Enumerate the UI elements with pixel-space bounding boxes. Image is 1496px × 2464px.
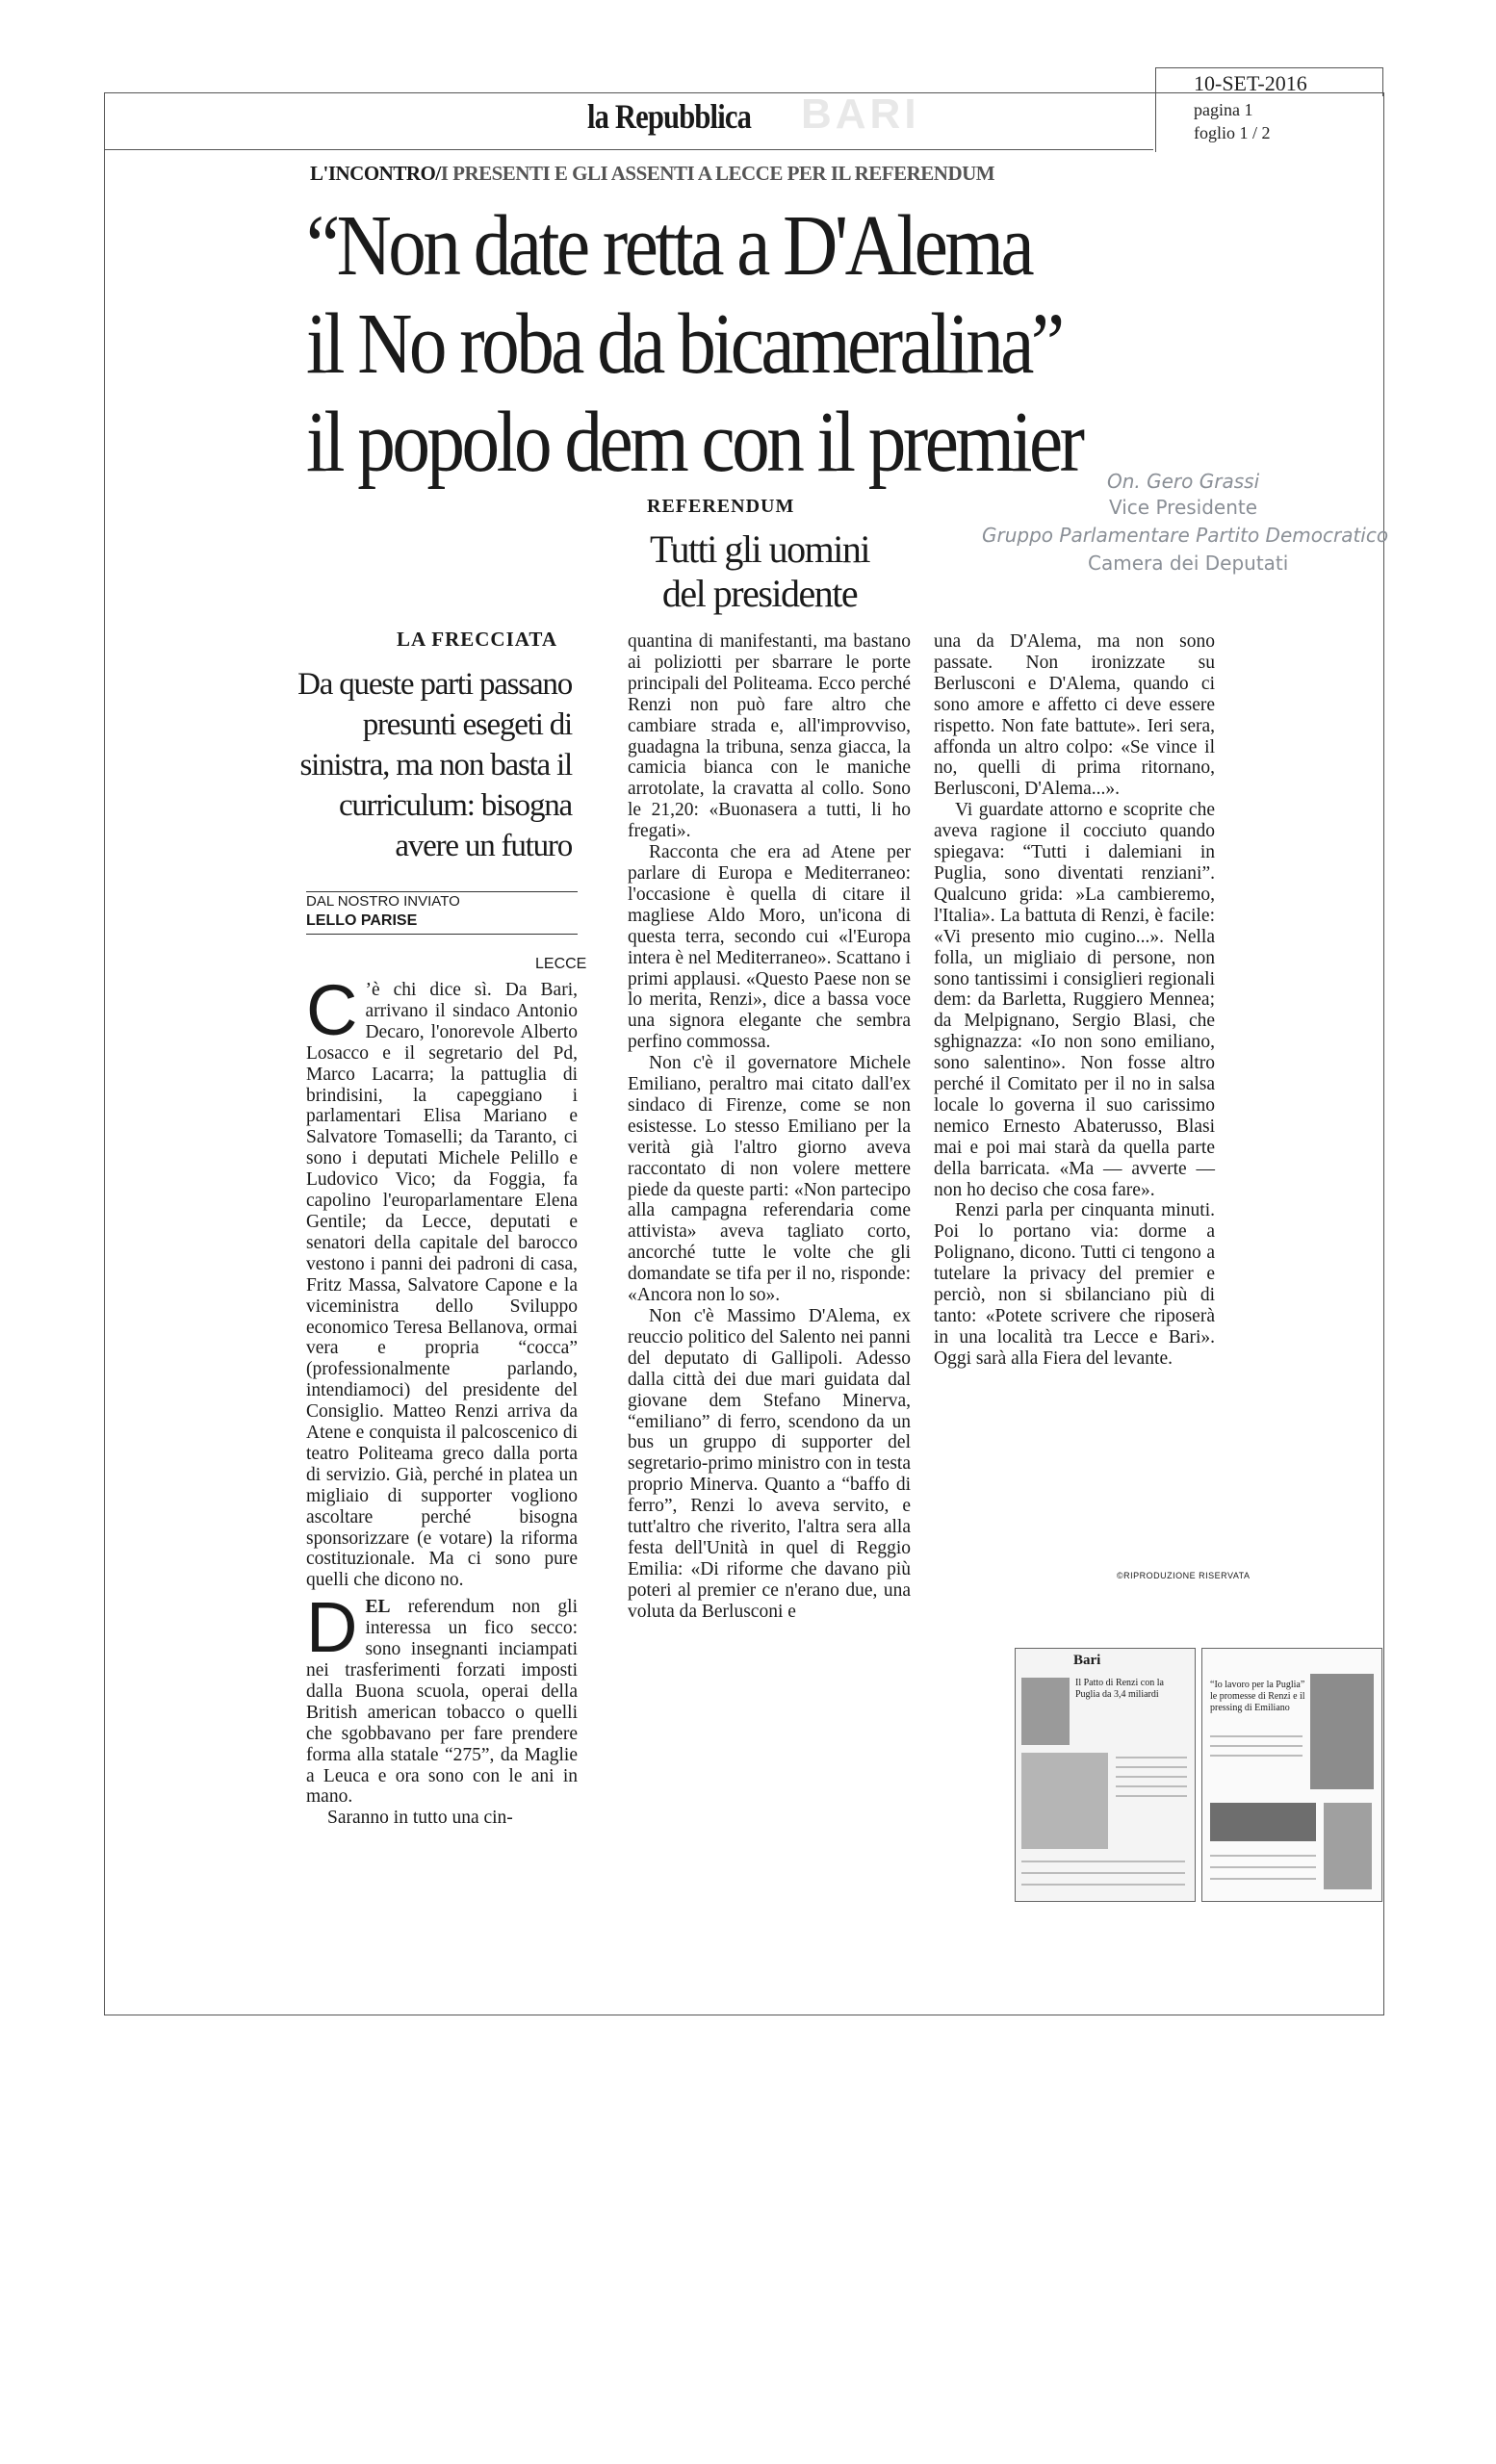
byline-role: DAL NOSTRO INVIATO [306, 893, 460, 910]
meta-box-top [1155, 67, 1382, 68]
clip-date: 10-SET-2016 [1194, 71, 1307, 95]
kicker-topic: L'INCONTRO/ [310, 162, 441, 185]
thumbnail-headline: Il Patto di Renzi con la Puglia da 3,4 miliardi [1075, 1678, 1164, 1700]
paragraph: Saranno in tutto una cin- [327, 1808, 513, 1829]
page-thumbnail-right [1201, 1648, 1382, 1902]
paragraph [306, 1587, 578, 1808]
stamp-group: Gruppo Parlamentare Partito Democratico [982, 524, 1389, 547]
frecciata-label: LA FRECCIATA [397, 628, 557, 651]
thumbnail-photo [1210, 1803, 1316, 1841]
paragraph: quantina di manifestanti, ma bastano ai poliziotti per sbarrare le porte principali del Politeama. Ecco perché Renzi non può fare altro che cambiare strada e, all'improvviso, guadagna la tribuna, senza giacca, la camicia bianca con le maniche arrotolate, la cravatta al collo. Sono le 21,20: «Buonasera a tutti, li ho fregati». [628, 631, 911, 842]
paragraph: una da D'Alema, ma non sono passate. Non ironizzate su Berlusconi e D'Alema, quando ci sono amore e affetto ci deve essere rispetto. Non fate battute». Ieri sera, affonda un altro colpo: «Se vince il no, quelli di prima ritornano, Berlusconi, D'Alema...». [934, 631, 1215, 800]
article-column-3 [934, 631, 1215, 1370]
headline-line: il No roba da bicameralina” [306, 296, 1062, 392]
stamp-name: On. Gero Grassi [1107, 470, 1260, 493]
headline-line: “Non date retta a D'Alema [306, 198, 1032, 294]
byline-rule-top [306, 891, 578, 892]
thumbnail-photo [1021, 1678, 1070, 1745]
thumbnail-masthead: Bari [1073, 1653, 1101, 1668]
article-column-1 [306, 970, 578, 1829]
lead-in: EL [365, 1597, 391, 1618]
kicker [310, 162, 994, 186]
meta-box-right [1382, 67, 1383, 96]
copyright-note: ©RIPRODUZIONE RISERVATA [1117, 1571, 1251, 1580]
thumbnail-headline: “Io lavoro per la Puglia” le promesse di Renzi e il pressing di Emiliano [1210, 1680, 1305, 1713]
headline-line: il popolo dem con il premier [306, 395, 1082, 490]
article-column-2 [628, 631, 911, 1623]
dateline: LECCE [535, 956, 587, 972]
byline-name: LELLO PARISE [306, 912, 418, 929]
byline-rule [306, 934, 578, 935]
kicker-subtitle: I PRESENTI E GLI ASSENTI A LECCE PER IL REFERENDUM [440, 162, 995, 185]
headline [306, 197, 1081, 492]
paragraph: Non c'è Massimo D'Alema, ex reuccio politico del Salento nei panni del deputato di Gallipoli. Adesso dalla città dei due mari guidata dal giovane dem Stefano Minerva, “emiliano” di ferro, scendono da un bus un gruppo di supporter del segretario-primo ministro con in testa proprio Minerva. Quanto a “baffo di ferro”, Renzi lo aveva servito, e tutt'altro che riverito, l'altra sera alla festa dell'Unità in quel di Reggio Emilia: «Di riforme che davano più poteri al premier ce n'erano due, una voluta da Berlusconi e [628, 1306, 911, 1622]
paragraph: Renzi parla per cinquanta minuti. Poi lo portano via: dorme a Polignano, dicono. Tutti ci tengono a tutelare la privacy del premier e perciò, non si sbilanciano più di tanto: «Potete scrivere che riposerà in una località tra Lecce e Bari». Oggi sarà alla Fiera del levante. [934, 1200, 1215, 1369]
paragraph: Non c'è il governatore Michele Emiliano, peraltro mai citato dall'ex sindaco di Firenze, come se non esistesse. Lo stesso Emiliano per la verità già l'altro giorno aveva raccontato di non volere mettere piede da queste parti: «Non partecipo alla campagna referendaria come attivista» aveva tagliato corto, ancorché tutte le volte che gli domandate se tifa per il no, risponde: «Ancora non lo so». [628, 1053, 911, 1306]
thumbnail-photo [1310, 1674, 1374, 1789]
paragraph: Racconta che era ad Atene per parlare di Europa e Mediterraneo: l'occasione è quella di citare il magliese Aldo Moro, un'icona di questa terra, secondo cui «l'Europa intera è nel Mediterraneo». Scattano i primi applausi. «Questo Paese non se lo merita, Renzi», dice a bassa voce una signora elegante che sembra perfino commossa. [628, 842, 911, 1053]
thumbnail-photo [1324, 1803, 1372, 1889]
masthead-city: BARI [801, 90, 920, 138]
stamp-role: Vice Presidente [1109, 496, 1258, 519]
clip-sheet: foglio 1 / 2 [1194, 123, 1271, 142]
paragraph: Vi guardate attorno e scoprite che aveva ragione il cocciuto quando spiegava: “Tutti i dalemiani in Puglia, sono diventati renziani”. Qualcuno grida: »La cambieremo, l'Italia». La battuta di Renzi, è facile: «Vi presento mio cugino...». Nella folla, un migliaio di persone, non sono tantissimi i consiglieri regionali dem: da Barletta, Ruggiero Mennea; da Melpignano, Sergio Blasi, che sghignazza: «Io non sono emiliano, sono salentino». Non fosse altro perché il Comitato per il no in salsa locale lo governa il suo carissimo nemico Ernesto Abaterusso, Blasi mai e poi mai starà da quella parte della barricata. «Ma — avverte — non ho deciso che cosa fare». [934, 800, 1215, 1200]
section-label: REFERENDUM [647, 496, 795, 517]
paragraph-text: referendum non gli interessa un fico secco: sono insegnanti inciampati nei trasferimenti forzati imposti dalla Buona scuola, operai della British american tobacco o quelli che sgobbavano per fare prendere forma alla statale “275”, da Maglie a Leuca e ora sono con le ani in mano. [306, 1597, 578, 1808]
subhead: Tutti gli uomini del presidente [650, 527, 869, 615]
masthead-rule [104, 149, 1153, 150]
page-thumbnail-left [1015, 1648, 1196, 1902]
stamp-chamber: Camera dei Deputati [1088, 552, 1289, 575]
drop-cap: D [306, 1587, 358, 1668]
paragraph [306, 970, 578, 1591]
masthead-logo: la Repubblica [587, 97, 752, 136]
drop-cap: C [306, 970, 358, 1050]
clip-page: pagina 1 [1194, 100, 1253, 119]
pull-quote: Da queste parti passano presunti esegeti di sinistra, ma non basta il curriculum: bisogna avere un futuro [297, 667, 572, 863]
paragraph-text: ’è chi dice sì. Da Bari, arrivano il sindaco Antonio Decaro, l'onorevole Alberto Losacco e il segretario del Pd, Marco Lacarra; la pattuglia di brindisini, la capeggiano i parlamentari Elisa Mariano e Salvatore Tomaselli; da Taranto, ci sono i deputati Michele Pelillo e Ludovico Vico; da Foggia, fa capolino l'europarlamentare Elena Gentile; da Lecce, deputati e senatori della capitale del barocco vestono i panni dei padroni di casa, Fritz Massa, Salvatore Capone e la viceministra dello Sviluppo economico Teresa Bellanova, ormai vera e propria “cocca” (professionalmente parlando, intendiamoci) del presidente del Consiglio. Matteo Renzi arriva da Atene e conquista il palcoscenico di teatro Politeama greco dalla porta di servizio. Già, perché in platea un migliaio di supporter vogliono ascoltare perché bisogna sponsorizzare (e votare) la riforma costituzionale. Ma ci sono pure quelli che dicono no. [306, 980, 578, 1591]
meta-box-divider [1155, 67, 1156, 152]
thumbnail-photo [1021, 1753, 1108, 1849]
